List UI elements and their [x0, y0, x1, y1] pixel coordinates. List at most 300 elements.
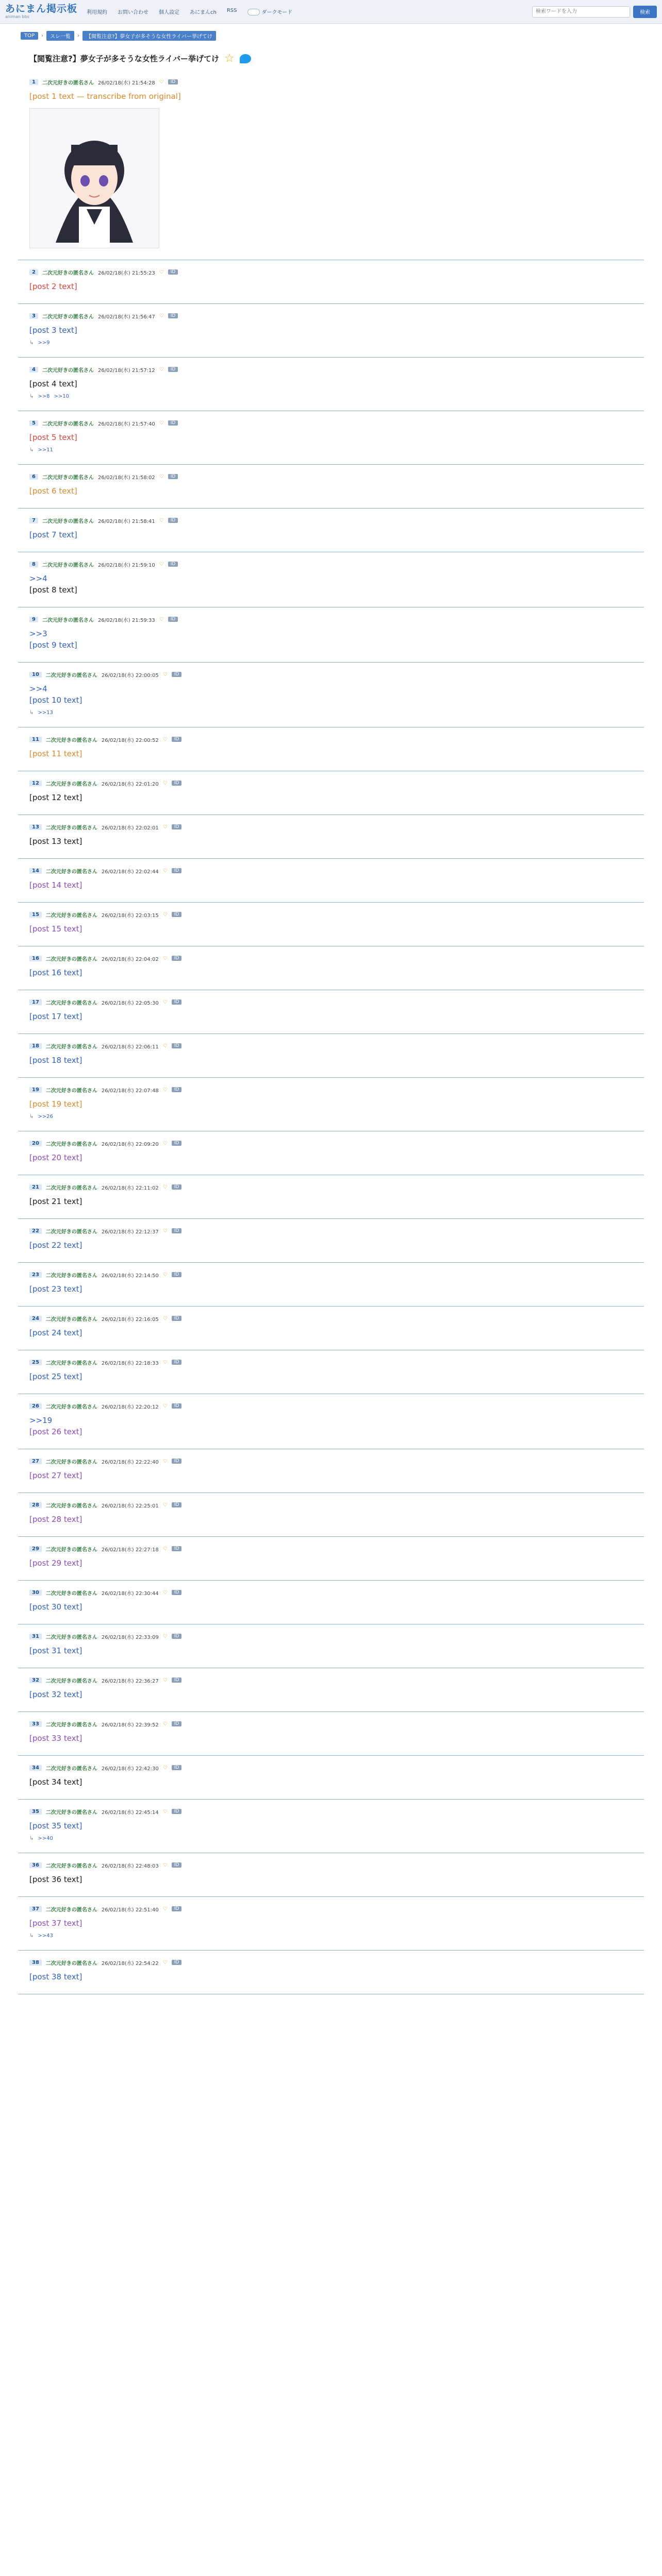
post-body: [29, 1820, 633, 1832]
poster-name: 二次元好きの匿名さん: [45, 1141, 97, 1147]
post-line: [post 31 text]: [29, 1646, 82, 1655]
post-header: [29, 1763, 633, 1772]
post-date: 26/02/18(水) 22:02:01: [101, 825, 159, 831]
post-header: [29, 1958, 633, 1967]
post-date: 26/02/18(水) 22:33:09: [101, 1634, 159, 1640]
post-date: 26/02/18(水) 22:09:20: [101, 1141, 159, 1147]
reply-links: [29, 394, 633, 399]
post-number[interactable]: 11: [29, 737, 42, 742]
post-number[interactable]: 23: [29, 1272, 42, 1278]
post-header: [29, 418, 633, 428]
post-number[interactable]: 13: [29, 824, 42, 830]
post-id-badge: ID: [168, 79, 178, 84]
post-date: 26/02/18(水) 22:54:22: [101, 1960, 159, 1967]
thread-header: [18, 45, 644, 74]
post-id-badge: ID: [172, 1634, 182, 1639]
post-number[interactable]: 5: [29, 420, 38, 426]
post-date: 26/02/18(水) 21:54:28: [97, 80, 155, 86]
post-item: [18, 907, 644, 946]
breadcrumb-separator: ›: [77, 33, 80, 39]
post-body: [29, 836, 633, 847]
reply-count-icon[interactable]: ♡: [162, 824, 168, 830]
post-id-badge: ID: [172, 1721, 182, 1726]
post-id-badge: ID: [168, 269, 178, 275]
post-date: 26/02/18(水) 22:00:05: [101, 672, 159, 679]
post-header: [29, 516, 633, 525]
toggle-switch[interactable]: [247, 9, 260, 15]
post-number[interactable]: 12: [29, 781, 42, 786]
poster-name: 二次元好きの匿名さん: [45, 1634, 97, 1640]
reply-count-icon[interactable]: ♡: [162, 1403, 168, 1409]
reply-count-icon[interactable]: ♡: [162, 1721, 168, 1727]
post-date: 26/02/18(水) 22:01:20: [101, 781, 159, 787]
poster-name: 二次元好きの匿名さん: [45, 1907, 97, 1913]
post-id-badge: ID: [168, 617, 178, 622]
post-line: [post 33 text]: [29, 1734, 82, 1743]
post-item: [18, 1901, 644, 1951]
post-header: [29, 1456, 633, 1466]
post-line: [post 3 text]: [29, 326, 77, 335]
post-body: [29, 378, 633, 389]
reply-links: [29, 1933, 633, 1939]
breadcrumb-top[interactable]: TOP: [21, 32, 38, 40]
post-header: [29, 1904, 633, 1913]
nav-contact[interactable]: お問い合わせ: [118, 9, 148, 15]
post-id-badge: ID: [168, 367, 178, 372]
post-id-badge: ID: [172, 672, 182, 677]
breadcrumb-thread[interactable]: 【閲覧注意?】夢女子が多そうな女性ライバー挙げてけ: [82, 31, 216, 41]
post-item: [18, 74, 644, 260]
post-id-badge: ID: [172, 912, 182, 917]
post-body: [29, 1011, 633, 1022]
post-number[interactable]: 2: [29, 269, 38, 275]
poster-name: 二次元好きの匿名さん: [45, 1316, 97, 1323]
post-id-badge: ID: [172, 824, 182, 829]
post-number[interactable]: 8: [29, 562, 38, 567]
post-line: [post 27 text]: [29, 1471, 82, 1480]
breadcrumb-board[interactable]: スレ一覧: [46, 31, 74, 41]
post-number[interactable]: 30: [29, 1590, 42, 1596]
post-date: 26/02/18(水) 22:03:15: [101, 912, 159, 919]
post-item: [18, 1267, 644, 1307]
post-date: 26/02/18(水) 22:00:52: [101, 737, 159, 743]
reply-arrow-icon: ↳: [29, 710, 34, 716]
post-date: 26/02/18(水) 22:14:50: [101, 1273, 159, 1279]
post-id-badge: ID: [172, 1087, 182, 1092]
poster-name: 二次元好きの匿名さん: [45, 672, 97, 679]
post-line: [post 6 text]: [29, 486, 77, 496]
post-body: [29, 1874, 633, 1885]
reply-count-icon[interactable]: ♡: [162, 868, 168, 874]
post-body: [29, 1776, 633, 1788]
reply-anchor[interactable]: >>3: [29, 629, 47, 638]
post-line: [post 7 text]: [29, 530, 77, 539]
post-number[interactable]: 32: [29, 1677, 42, 1683]
post-number[interactable]: 20: [29, 1141, 42, 1146]
reply-count-icon[interactable]: ♡: [162, 1546, 168, 1552]
post-item: [18, 1179, 644, 1219]
reply-count-icon[interactable]: ♡: [159, 473, 164, 480]
post-date: 26/02/18(水) 22:06:11: [101, 1044, 159, 1050]
post-date: 26/02/18(水) 22:36:27: [101, 1678, 159, 1684]
reply-count-icon[interactable]: ♡: [159, 79, 164, 85]
post-date: 26/02/18(水) 22:18:33: [101, 1360, 159, 1366]
post-id-badge: ID: [168, 474, 178, 479]
post-number[interactable]: 24: [29, 1316, 42, 1321]
post-line: [post 17 text]: [29, 1012, 82, 1021]
post-number[interactable]: 31: [29, 1634, 42, 1639]
post-item: [18, 951, 644, 990]
reply-count-icon[interactable]: ♡: [162, 1808, 168, 1815]
post-number[interactable]: 25: [29, 1360, 42, 1365]
post-header: [29, 311, 633, 320]
reply-count-icon[interactable]: ♡: [159, 420, 164, 426]
reply-count-icon[interactable]: ♡: [159, 561, 164, 567]
post-number[interactable]: 14: [29, 868, 42, 874]
poster-name: 二次元好きの匿名さん: [45, 1273, 97, 1279]
post-item: [18, 308, 644, 358]
nav-animanch[interactable]: あにまんch: [190, 9, 217, 15]
poster-name: 二次元好きの匿名さん: [45, 956, 97, 962]
post-line: [post 9 text]: [29, 640, 77, 650]
post-number[interactable]: 33: [29, 1721, 42, 1727]
post-item: [18, 994, 644, 1034]
post-item: [18, 1497, 644, 1537]
post-number[interactable]: 38: [29, 1960, 42, 1965]
post-line: [post 10 text]: [29, 696, 82, 705]
poster-name: 二次元好きの匿名さん: [45, 1229, 97, 1235]
reply-links: [29, 340, 633, 346]
reply-links: [29, 447, 633, 453]
reply-count-icon[interactable]: ♡: [162, 1458, 168, 1464]
reply-count-icon[interactable]: ♡: [162, 999, 168, 1005]
post-date: 26/02/18(水) 22:04:02: [101, 956, 159, 962]
post-date: 26/02/18(水) 22:16:05: [101, 1316, 159, 1323]
post-header: [29, 615, 633, 624]
post-item: [18, 1585, 644, 1624]
post-number[interactable]: 35: [29, 1809, 42, 1815]
post-header: [29, 1085, 633, 1094]
post-header: [29, 77, 633, 87]
post-date: 26/02/18(水) 22:07:48: [101, 1088, 159, 1094]
thread-title: 【閲覧注意?】夢女子が多そうな女性ライバー挙げてけ: [29, 54, 219, 63]
poster-name: 二次元好きの匿名さん: [42, 270, 94, 276]
reply-count-icon[interactable]: ♡: [162, 1087, 168, 1093]
header-nav: [87, 8, 292, 16]
post-body: [29, 1971, 633, 1982]
logo-text: あにまん掲示板: [5, 3, 78, 14]
site-header: [0, 0, 662, 24]
site-logo[interactable]: [5, 4, 77, 19]
post-item: [18, 1804, 644, 1853]
post-date: 26/02/18(水) 22:51:40: [101, 1907, 159, 1913]
reply-count-icon[interactable]: ♡: [162, 1765, 168, 1771]
reply-link[interactable]: >>13: [38, 710, 53, 716]
post-body: [29, 432, 633, 443]
post-header: [29, 1182, 633, 1192]
post-number[interactable]: 26: [29, 1403, 42, 1409]
post-line: [post 16 text]: [29, 968, 82, 977]
poster-name: 二次元好きの匿名さん: [45, 1678, 97, 1684]
post-number[interactable]: 18: [29, 1043, 42, 1049]
post-line: [post 11 text]: [29, 749, 82, 758]
breadcrumb-separator: ›: [41, 33, 44, 39]
post-line: [post 15 text]: [29, 924, 82, 934]
post-number[interactable]: 28: [29, 1502, 42, 1508]
reply-count-icon[interactable]: ♡: [162, 1315, 168, 1321]
post-header: [29, 954, 633, 963]
post-item: [18, 1541, 644, 1581]
reply-count-icon[interactable]: ♡: [162, 1359, 168, 1365]
post-id-badge: ID: [172, 956, 182, 961]
post-body: [29, 1918, 633, 1929]
post-header: [29, 1314, 633, 1323]
post-id-badge: ID: [172, 1862, 182, 1868]
post-line: [post 38 text]: [29, 1972, 82, 1981]
reply-count-icon[interactable]: ♡: [162, 1502, 168, 1508]
post-item: [18, 1955, 644, 1994]
reply-count-icon[interactable]: ♡: [159, 517, 164, 523]
post-body: [29, 1415, 633, 1437]
post-body: [29, 1152, 633, 1163]
post-line: [post 35 text]: [29, 1821, 82, 1831]
nav-settings[interactable]: 個人設定: [159, 9, 179, 15]
post-item: [18, 1857, 644, 1897]
reply-count-icon[interactable]: ♡: [162, 1906, 168, 1912]
post-number[interactable]: 29: [29, 1546, 42, 1552]
post-id-badge: ID: [172, 868, 182, 873]
post-date: 26/02/18(水) 22:02:44: [101, 869, 159, 875]
post-header: [29, 1500, 633, 1510]
post-number[interactable]: 27: [29, 1459, 42, 1464]
post-number[interactable]: 34: [29, 1765, 42, 1771]
post-number[interactable]: 16: [29, 956, 42, 961]
reply-count-icon[interactable]: ♡: [162, 736, 168, 742]
reply-arrow-icon: ↳: [29, 394, 34, 399]
reply-link[interactable]: >>11: [38, 447, 53, 453]
post-line: [post 1 text — transcribe from original]: [29, 92, 181, 101]
reply-count-icon[interactable]: ♡: [162, 1589, 168, 1596]
post-header: [29, 1270, 633, 1279]
reply-count-icon[interactable]: ♡: [162, 1677, 168, 1683]
post-item: [18, 1672, 644, 1712]
post-line: [post 14 text]: [29, 880, 82, 890]
post-header: [29, 1807, 633, 1816]
post-number[interactable]: 9: [29, 617, 38, 622]
post-item: [18, 1038, 644, 1078]
dark-mode-toggle[interactable]: [247, 8, 293, 16]
post-body: [29, 683, 633, 706]
post-line: [post 28 text]: [29, 1515, 82, 1524]
post-id-badge: ID: [172, 999, 182, 1005]
post-id-badge: ID: [172, 1502, 182, 1507]
reply-link[interactable]: >>8: [38, 394, 50, 399]
poster-name: 二次元好きの匿名さん: [45, 912, 97, 919]
post-item: [18, 1354, 644, 1394]
post-header: [29, 997, 633, 1007]
reply-anchor[interactable]: >>19: [29, 1416, 53, 1425]
post-body: [29, 1196, 633, 1207]
post-id-badge: ID: [168, 313, 178, 318]
poster-name: 二次元好きの匿名さん: [45, 781, 97, 787]
poster-name: 二次元好きの匿名さん: [45, 1088, 97, 1094]
logo-subtext: animan bbs: [5, 14, 29, 19]
nav-rss[interactable]: RSS: [226, 7, 237, 13]
post-item: [18, 1760, 644, 1800]
reply-count-icon[interactable]: ♡: [162, 955, 168, 961]
post-date: 26/02/18(水) 22:45:14: [101, 1809, 159, 1816]
post-line: [post 30 text]: [29, 1602, 82, 1612]
reply-count-icon[interactable]: ♡: [162, 1184, 168, 1190]
post-header: [29, 1401, 633, 1411]
reply-anchor[interactable]: >>4: [29, 684, 47, 693]
poster-name: 二次元好きの匿名さん: [45, 825, 97, 831]
reply-arrow-icon: ↳: [29, 1114, 34, 1120]
post-id-badge: ID: [172, 1960, 182, 1965]
post-body: [29, 923, 633, 935]
reply-links: [29, 710, 633, 716]
reply-count-icon[interactable]: ♡: [162, 1272, 168, 1278]
reply-count-icon[interactable]: ♡: [162, 780, 168, 786]
reply-link[interactable]: >>26: [38, 1114, 53, 1120]
post-number[interactable]: 37: [29, 1906, 42, 1912]
search-area: [532, 6, 657, 18]
post-id-badge: ID: [172, 1590, 182, 1595]
poster-name: 二次元好きの匿名さん: [45, 1000, 97, 1006]
post-line: [post 13 text]: [29, 837, 82, 846]
post-body: [29, 1645, 633, 1656]
post-line: [post 20 text]: [29, 1153, 82, 1162]
poster-name: 二次元好きの匿名さん: [45, 1459, 97, 1465]
post-number[interactable]: 17: [29, 999, 42, 1005]
reply-count-icon[interactable]: ♡: [162, 1959, 168, 1965]
post-header: [29, 365, 633, 374]
post-date: 26/02/18(水) 22:42:30: [101, 1766, 159, 1772]
post-header: [29, 735, 633, 744]
post-item: [18, 667, 644, 727]
post-id-badge: ID: [172, 1906, 182, 1911]
post-number[interactable]: 7: [29, 518, 38, 523]
reply-links: [29, 1114, 633, 1120]
post-id-badge: ID: [172, 1043, 182, 1048]
poster-name: 二次元好きの匿名さん: [42, 562, 94, 568]
post-header: [29, 560, 633, 569]
poster-name: 二次元好きの匿名さん: [45, 1809, 97, 1816]
post-header: [29, 1632, 633, 1641]
post-date: 26/02/18(水) 22:30:44: [101, 1590, 159, 1597]
reply-count-icon[interactable]: ♡: [162, 1228, 168, 1234]
post-header: [29, 267, 633, 277]
post-line: [post 34 text]: [29, 1777, 82, 1787]
post-item: [18, 863, 644, 903]
reply-count-icon[interactable]: ♡: [159, 366, 164, 372]
reply-link[interactable]: >>9: [38, 340, 50, 346]
post-item: [18, 1082, 644, 1131]
post-body: [29, 1733, 633, 1744]
post-body: [29, 325, 633, 336]
poster-name: 二次元好きの匿名さん: [45, 869, 97, 875]
post-header: [29, 1675, 633, 1685]
search-input[interactable]: [532, 6, 630, 18]
reply-link[interactable]: >>43: [38, 1933, 53, 1939]
post-date: 26/02/18(水) 21:56:47: [97, 314, 155, 320]
post-number[interactable]: 10: [29, 672, 42, 677]
post-number[interactable]: 4: [29, 367, 38, 372]
post-date: 26/02/18(水) 21:57:12: [97, 367, 155, 374]
poster-name: 二次元好きの匿名さん: [42, 314, 94, 320]
post-body: [29, 1327, 633, 1338]
post-number[interactable]: 3: [29, 313, 38, 319]
poster-name: 二次元好きの匿名さん: [42, 421, 94, 427]
post-item: [18, 1223, 644, 1263]
star-icon[interactable]: ☆: [224, 52, 235, 65]
post-header: [29, 1588, 633, 1597]
post-number[interactable]: 1: [29, 79, 38, 85]
post-id-badge: ID: [172, 737, 182, 742]
post-line: [post 23 text]: [29, 1284, 82, 1294]
reply-count-icon[interactable]: ♡: [162, 1862, 168, 1868]
post-line: [post 24 text]: [29, 1328, 82, 1337]
reply-count-icon[interactable]: ♡: [162, 671, 168, 677]
reply-anchor[interactable]: >>4: [29, 574, 47, 583]
post-line: [post 18 text]: [29, 1056, 82, 1065]
character-avatar-image: [29, 108, 159, 248]
poster-name: 二次元好きの匿名さん: [45, 1590, 97, 1597]
post-line: [post 26 text]: [29, 1427, 82, 1436]
search-button[interactable]: 検索: [633, 6, 657, 18]
twitter-share-icon[interactable]: [240, 54, 251, 63]
reply-link[interactable]: >>40: [38, 1836, 53, 1841]
poster-name: 二次元好きの匿名さん: [45, 1404, 97, 1410]
post-number[interactable]: 15: [29, 912, 42, 918]
post-line: [post 29 text]: [29, 1558, 82, 1568]
post-line: [post 32 text]: [29, 1690, 82, 1699]
post-number[interactable]: 6: [29, 474, 38, 480]
post-body: [29, 1601, 633, 1613]
nav-terms[interactable]: 利用規約: [87, 9, 107, 15]
reply-count-icon[interactable]: ♡: [159, 313, 164, 319]
reply-links: [29, 1836, 633, 1841]
post-number[interactable]: 36: [29, 1862, 42, 1868]
post-body: [29, 91, 633, 102]
post-id-badge: ID: [172, 1272, 182, 1277]
reply-count-icon[interactable]: ♡: [162, 1043, 168, 1049]
post-id-badge: ID: [172, 1141, 182, 1146]
poster-name: 二次元好きの匿名さん: [45, 1766, 97, 1772]
reply-arrow-icon: ↳: [29, 1836, 34, 1841]
reply-count-icon[interactable]: ♡: [162, 911, 168, 918]
post-line: [post 4 text]: [29, 379, 77, 388]
reply-arrow-icon: ↳: [29, 340, 34, 346]
reply-link[interactable]: >>10: [54, 394, 69, 399]
post-number[interactable]: 22: [29, 1228, 42, 1234]
post-number[interactable]: 21: [29, 1184, 42, 1190]
poster-name: 二次元好きの匿名さん: [45, 1547, 97, 1553]
post-body: [29, 485, 633, 497]
post-number[interactable]: 19: [29, 1087, 42, 1093]
reply-count-icon[interactable]: ♡: [162, 1633, 168, 1639]
post-line: [post 21 text]: [29, 1197, 82, 1206]
reply-count-icon[interactable]: ♡: [159, 616, 164, 622]
post-id-badge: ID: [168, 562, 178, 567]
post-id-badge: ID: [172, 1809, 182, 1814]
post-id-badge: ID: [172, 1228, 182, 1233]
reply-count-icon[interactable]: ♡: [162, 1140, 168, 1146]
reply-count-icon[interactable]: ♡: [159, 269, 164, 275]
poster-name: 二次元好きの匿名さん: [45, 1863, 97, 1869]
poster-name: 二次元好きの匿名さん: [45, 737, 97, 743]
poster-name: 二次元好きの匿名さん: [42, 518, 94, 524]
